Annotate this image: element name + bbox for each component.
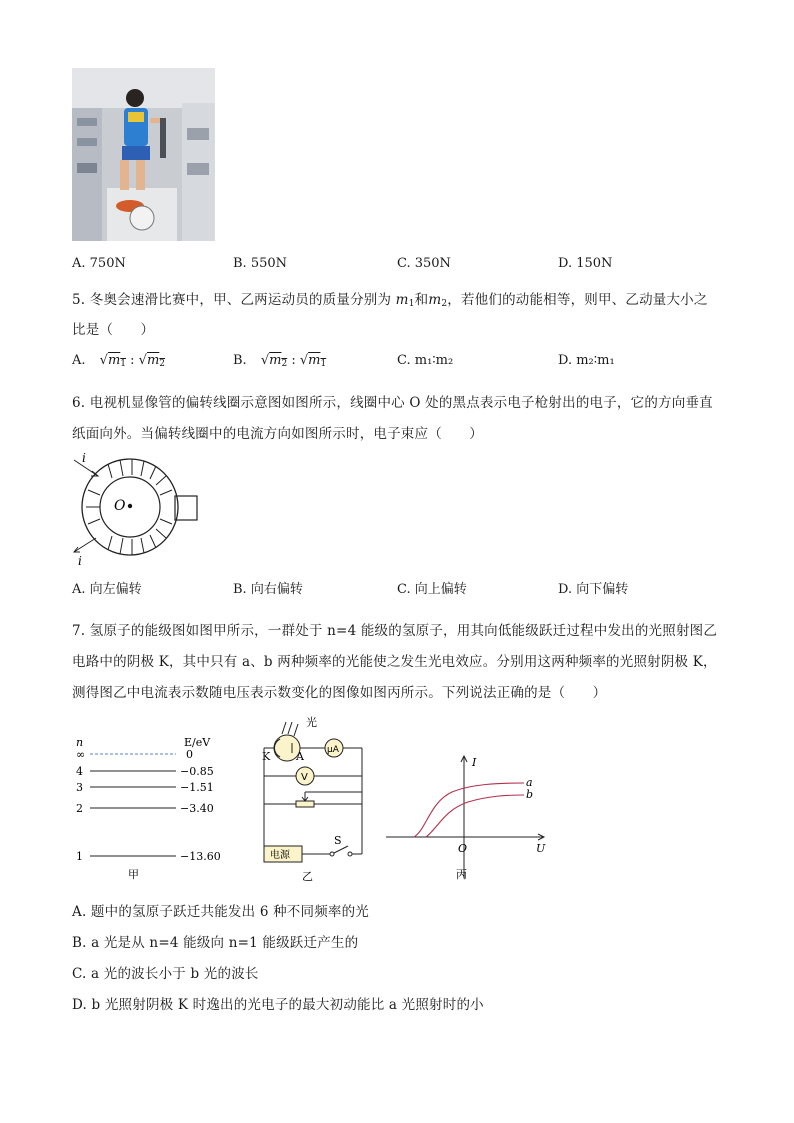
level-n-1: 1 <box>76 850 83 863</box>
q4-option-b: B. 550N <box>233 256 288 271</box>
q5-option-c: C. m₁∶m₂ <box>397 353 454 368</box>
level-e-2: −3.40 <box>180 802 214 815</box>
cathode-k-label: K <box>262 750 271 763</box>
curve-a-label: a <box>526 776 533 789</box>
level-e-inf: 0 <box>186 748 193 761</box>
q6-stem-line1: 6. 电视机显像管的偏转线圈示意图如图所示，线圈中心 O 处的黑点表示电子枪射出的电子，它的方向垂直 <box>72 395 713 411</box>
i-axis-label: I <box>472 756 477 769</box>
q6-option-b: B. 向右偏转 <box>233 582 303 597</box>
q7-option-b: B. a 光是从 n=4 能级向 n=1 能级跃迁产生的 <box>72 935 359 951</box>
switch <box>334 846 348 853</box>
switch-label: S <box>334 834 342 847</box>
u-axis-label: U <box>536 842 546 855</box>
q5-option-a: A. $√m_1$ : $√m_2$ <box>72 353 166 369</box>
curve-a <box>414 783 524 837</box>
light-label: 光 <box>306 716 317 729</box>
q5-stem-text-end: ，若他们的动能相等，则甲、乙动量大小之 <box>447 292 708 308</box>
q5-option-b: B. $√m_2$ : $√m_1$ <box>233 353 327 369</box>
q7-option-d: D. b 光照射阴极 K 时逸出的光电子的最大初动能比 a 光照射时的小 <box>72 997 484 1013</box>
rheostat <box>296 801 314 807</box>
q6-option-d: D. 向下偏转 <box>558 582 629 597</box>
coil-center-label: O <box>114 498 126 514</box>
level-n-4: 4 <box>76 765 83 778</box>
anode-a-label: A <box>296 750 304 763</box>
energy-level-diagram <box>72 730 232 885</box>
q5-stem-line1: 5. 冬奥会速滑比赛中，甲、乙两运动员的质量分别为 $m_1$和$m_2$，若他们的动能相等，则甲、乙动量大小之 <box>72 292 708 309</box>
coil-current-top-label: i <box>82 452 86 465</box>
q4-option-a: A. 750N <box>72 256 126 271</box>
microammeter-label: μA <box>327 745 339 755</box>
q5-option-d: D. m₂∶m₁ <box>558 353 615 368</box>
level-e-1: −13.60 <box>180 850 221 863</box>
q7-option-c: C. a 光的波长小于 b 光的波长 <box>72 966 259 982</box>
q7-stem-line3: 测得图乙中电流表示数随电压表示数变化的图像如图丙所示。下列说法正确的是（ ） <box>72 685 607 701</box>
q6-option-a: A. 向左偏转 <box>72 582 142 597</box>
circuit-caption: 乙 <box>302 870 313 883</box>
energy-e-label: E/eV <box>184 736 211 749</box>
q5-option-b-label: B. <box>233 353 247 368</box>
graph-caption: 丙 <box>456 868 467 881</box>
q7-option-a: A. 题中的氢原子跃迁共能发出 6 种不同频率的光 <box>72 904 370 920</box>
q5-option-a-label: A. <box>72 353 86 368</box>
voltmeter-label: V <box>301 772 308 783</box>
level-n-3: 3 <box>76 781 83 794</box>
iu-graph <box>386 750 551 882</box>
coil-current-bottom-label: i <box>78 554 82 567</box>
level-n-inf: ∞ <box>76 748 86 761</box>
curve-b-label: b <box>526 788 534 801</box>
energy-n-label: n <box>76 736 84 749</box>
level-e-3: −1.51 <box>180 781 214 794</box>
photoelectric-circuit <box>252 712 372 884</box>
q7-stem-line1: 7. 氢原子的能级图如图甲所示，一群处于 n=4 能级的氢原子，用其向低能级跃迁过程中发出的光照射图乙 <box>72 623 718 639</box>
electron-dot <box>128 504 132 508</box>
q5-and: 和 <box>414 292 429 308</box>
q6-stem-line2: 纸面向外。当偏转线圈中的电流方向如图所示时，电子束应（ ） <box>72 426 483 442</box>
q4-option-c: C. 350N <box>397 256 451 271</box>
energy-caption: 甲 <box>128 868 139 881</box>
deflection-coil-figure <box>68 452 208 567</box>
power-supply-label: 电源 <box>270 850 290 861</box>
astronaut-photo <box>72 68 215 241</box>
q4-option-d: D. 150N <box>558 256 613 271</box>
level-e-4: −0.85 <box>180 765 214 778</box>
q7-stem-line2: 电路中的阴极 K，其中只有 a、b 两种频率的光能使之发生光电效应。分别用这两种频率的光照射阴极 K， <box>72 654 717 670</box>
origin-label: O <box>458 842 468 855</box>
level-n-2: 2 <box>76 802 83 815</box>
curve-b <box>426 795 524 837</box>
q6-option-c: C. 向上偏转 <box>397 582 467 597</box>
q5-stem-line2: 比是（ ） <box>72 322 155 338</box>
q5-stem-text: 5. 冬奥会速滑比赛中，甲、乙两运动员的质量分别为 <box>72 292 392 308</box>
